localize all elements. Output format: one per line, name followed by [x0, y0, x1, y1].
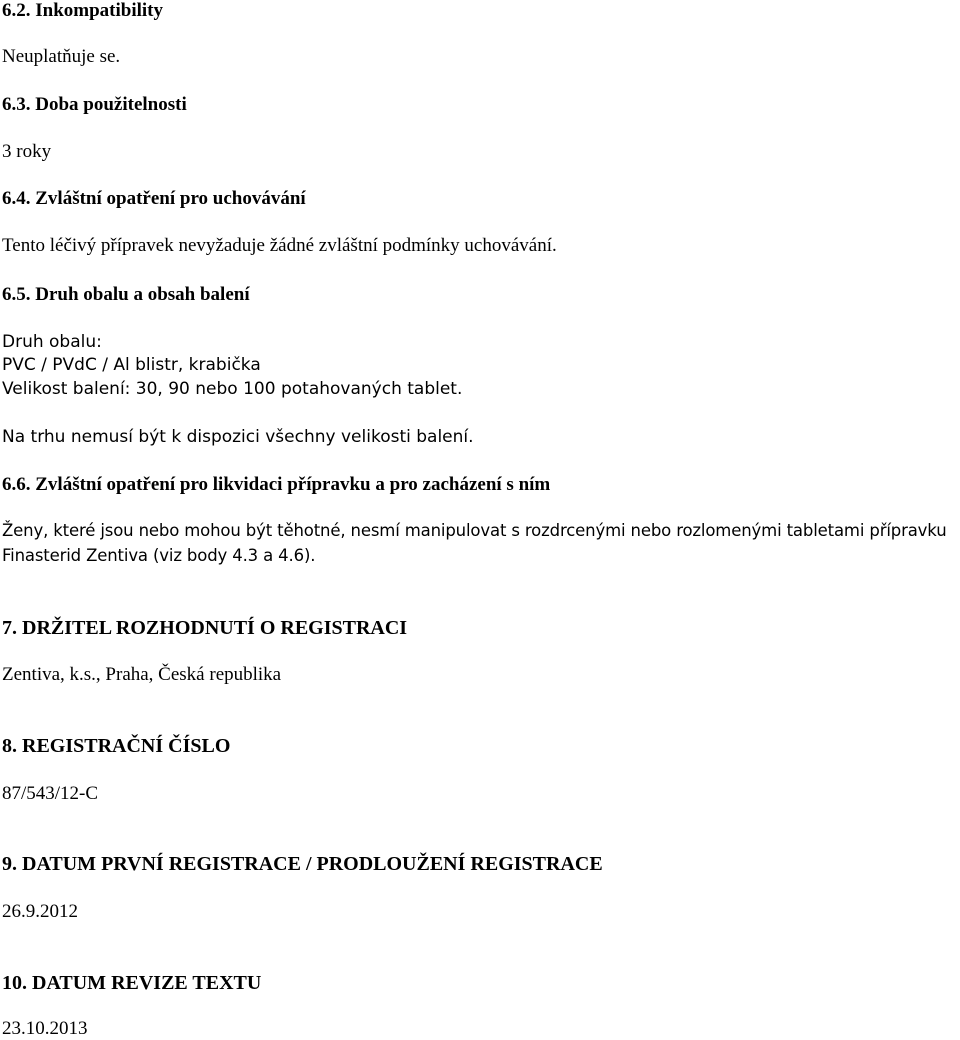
text-9: 26.9.2012 — [2, 901, 78, 922]
text-10: 23.10.2013 — [2, 1018, 88, 1039]
text-6-5-note: Na trhu nemusí být k dispozici všechny velikosti balení. — [2, 427, 474, 447]
text-6-5-line-2: PVC / PVdC / Al blistr, krabička — [2, 355, 261, 375]
heading-6-3: 6.3. Doba použitelnosti — [2, 94, 187, 115]
text-6-5-line-3: Velikost balení: 30, 90 nebo 100 potahovaných tablet. — [2, 379, 463, 399]
heading-8: 8. REGISTRAČNÍ ČÍSLO — [2, 735, 231, 757]
heading-6-6: 6.6. Zvláštní opatření pro likvidaci přípravku a pro zacházení s ním — [2, 474, 551, 495]
text-8: 87/543/12-C — [2, 783, 99, 804]
text-6-2: Neuplatňuje se. — [2, 46, 121, 67]
text-6-6-line-2: Finasterid Zentiva (viz body 4.3 a 4.6). — [2, 546, 316, 565]
heading-9: 9. DATUM PRVNÍ REGISTRACE / PRODLOUŽENÍ REGISTRACE — [2, 853, 603, 875]
heading-6-4: 6.4. Zvláštní opatření pro uchovávání — [2, 188, 306, 209]
heading-10: 10. DATUM REVIZE TEXTU — [2, 972, 262, 994]
heading-7: 7. DRŽITEL ROZHODNUTÍ O REGISTRACI — [2, 617, 408, 639]
text-6-6-line-1: Ženy, které jsou nebo mohou být těhotné, nesmí manipulovat s rozdrcenými nebo rozlomenými tabletami přípravku — [2, 521, 947, 540]
text-6-5-line-1: Druh obalu: — [2, 332, 102, 352]
text-6-4: Tento léčivý přípravek nevyžaduje žádné zvláštní podmínky uchovávání. — [2, 235, 557, 256]
heading-6-2: 6.2. Inkompatibility — [2, 0, 164, 21]
text-6-3: 3 roky — [2, 141, 52, 162]
heading-6-5: 6.5. Druh obalu a obsah balení — [2, 284, 250, 305]
text-7: Zentiva, k.s., Praha, Česká republika — [2, 664, 282, 685]
